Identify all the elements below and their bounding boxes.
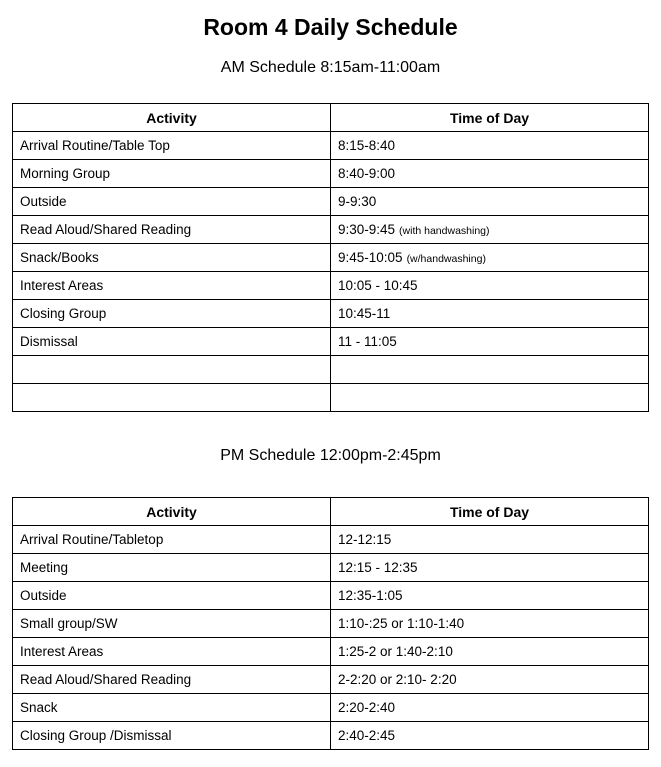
activity-label: Dismissal — [20, 334, 78, 349]
page-title: Room 4 Daily Schedule — [203, 14, 458, 40]
table-header-row — [13, 104, 649, 132]
activity-label: Outside — [20, 588, 67, 603]
activity-cell — [13, 300, 331, 328]
time-cell — [331, 722, 649, 750]
time-label: 10:45-11 — [338, 306, 391, 321]
activity-label: Outside — [20, 194, 67, 209]
table-row — [13, 188, 649, 216]
time-label: 9-9:30 — [338, 194, 377, 209]
am-schedule-table — [12, 103, 649, 412]
time-of-day-column-header: Time of Day — [331, 104, 649, 132]
pm-schedule-table — [12, 497, 649, 750]
time-cell — [331, 666, 649, 694]
table-row — [13, 244, 649, 272]
time-cell — [331, 244, 649, 272]
activity-cell — [13, 554, 331, 582]
activity-label: Interest Areas — [20, 278, 104, 293]
activity-cell — [13, 694, 331, 722]
time-cell — [331, 356, 649, 384]
activity-cell — [13, 638, 331, 666]
activity-label: Closing Group — [20, 306, 107, 321]
activity-label: Meeting — [20, 560, 69, 575]
activity-label: Snack/Books — [20, 250, 99, 265]
table-row — [13, 638, 649, 666]
activity-label: Arrival Routine/Tabletop — [20, 532, 164, 547]
activity-cell — [13, 132, 331, 160]
activity-cell — [13, 160, 331, 188]
table-row — [13, 666, 649, 694]
time-cell — [331, 328, 649, 356]
time-label: 12:35-1:05 — [338, 588, 403, 603]
activity-cell — [13, 244, 331, 272]
table-row — [13, 272, 649, 300]
time-note-label: (w/handwashing) — [406, 253, 486, 265]
activity-cell — [13, 384, 331, 412]
activity-cell — [13, 666, 331, 694]
activity-cell — [13, 722, 331, 750]
table-row — [13, 526, 649, 554]
time-label: 1:25-2 or 1:40-2:10 — [338, 644, 453, 659]
activity-cell — [13, 188, 331, 216]
time-label: 2:20-2:40 — [338, 700, 396, 715]
activity-label: Interest Areas — [20, 644, 104, 659]
table-row — [13, 582, 649, 610]
time-label: 10:05 - 10:45 — [338, 278, 418, 293]
time-cell — [331, 638, 649, 666]
am-schedule-subtitle: AM Schedule 8:15am-11:00am — [220, 59, 441, 76]
time-cell — [331, 582, 649, 610]
table-row — [13, 328, 649, 356]
activity-label: Arrival Routine/Table Top — [20, 138, 170, 153]
activity-label: Closing Group /Dismissal — [20, 728, 172, 743]
activity-label: Snack — [20, 700, 58, 715]
activity-label: Read Aloud/Shared Reading — [20, 672, 192, 687]
time-label: 12-12:15 — [338, 532, 392, 547]
activity-cell — [13, 328, 331, 356]
time-cell — [331, 300, 649, 328]
activity-label: Read Aloud/Shared Reading — [20, 222, 192, 237]
table-row — [13, 160, 649, 188]
activity-label: Morning Group — [20, 166, 111, 181]
table-row — [13, 554, 649, 582]
table-row — [13, 610, 649, 638]
activity-cell — [13, 356, 331, 384]
activity-cell — [13, 582, 331, 610]
activity-cell — [13, 216, 331, 244]
activity-cell — [13, 610, 331, 638]
time-label: 9:45-10:05 — [338, 250, 403, 265]
time-label: 2:40-2:45 — [338, 728, 396, 743]
table-row — [13, 356, 649, 384]
time-cell — [331, 610, 649, 638]
time-label: 2-2:20 or 2:10- 2:20 — [338, 672, 457, 687]
time-label: 1:10-:25 or 1:10-1:40 — [338, 616, 465, 631]
time-of-day-column-header: Time of Day — [331, 498, 649, 526]
time-cell — [331, 132, 649, 160]
time-label: 8:15-8:40 — [338, 138, 396, 153]
time-note-label: (with handwashing) — [399, 225, 490, 237]
time-label: 9:30-9:45 — [338, 222, 396, 237]
pm-schedule-subtitle: PM Schedule 12:00pm-2:45pm — [220, 447, 441, 464]
time-cell — [331, 384, 649, 412]
table-row — [13, 694, 649, 722]
time-label: 8:40-9:00 — [338, 166, 396, 181]
activity-column-header: Activity — [13, 498, 331, 526]
activity-cell — [13, 272, 331, 300]
activity-column-header: Activity — [13, 104, 331, 132]
time-cell — [331, 554, 649, 582]
table-row — [13, 722, 649, 750]
time-label: 12:15 - 12:35 — [338, 560, 418, 575]
time-label: 11 - 11:05 — [338, 334, 397, 349]
table-row — [13, 300, 649, 328]
time-cell — [331, 188, 649, 216]
table-row — [13, 132, 649, 160]
time-cell — [331, 694, 649, 722]
table-row — [13, 384, 649, 412]
time-cell — [331, 160, 649, 188]
time-cell — [331, 216, 649, 244]
time-cell — [331, 526, 649, 554]
table-header-row — [13, 498, 649, 526]
activity-label: Small group/SW — [20, 616, 118, 631]
time-cell — [331, 272, 649, 300]
table-row — [13, 216, 649, 244]
activity-cell — [13, 526, 331, 554]
